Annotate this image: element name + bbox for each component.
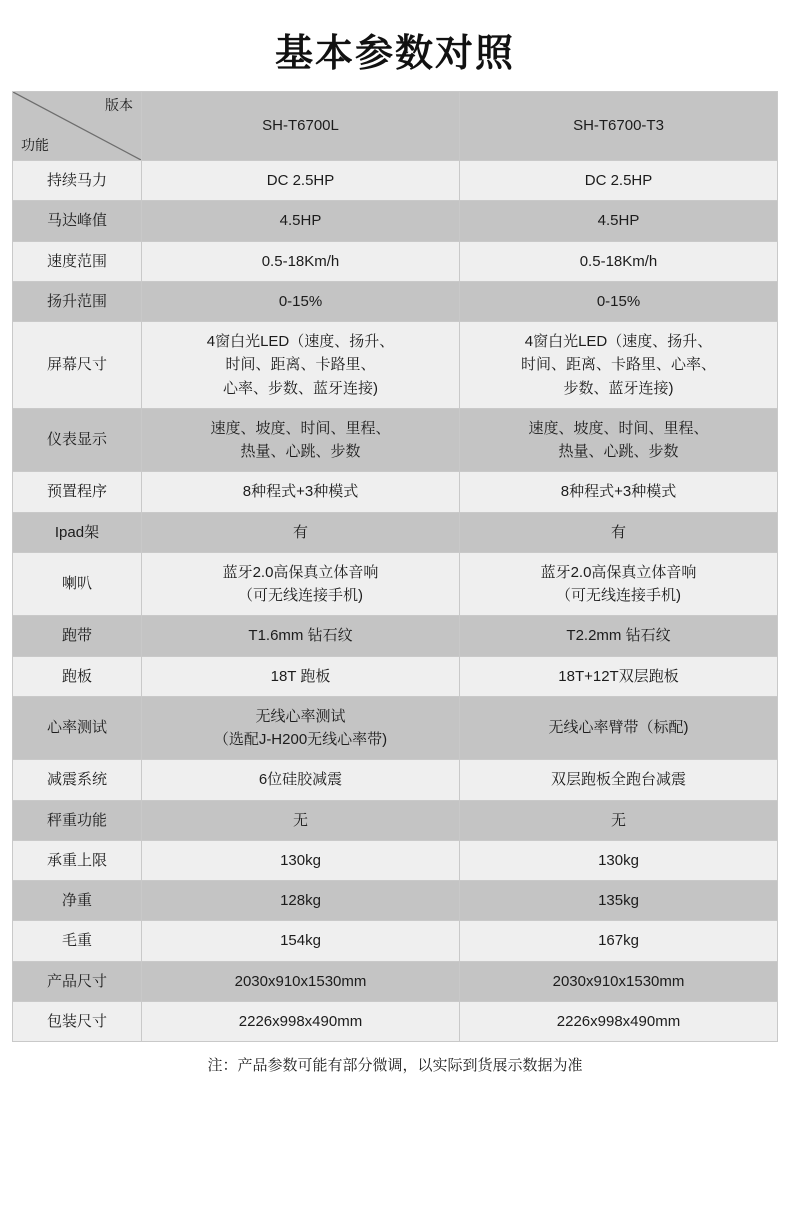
row-value-model-2	[460, 408, 778, 472]
cell-line: 18T+12T双层跑板	[558, 667, 679, 685]
row-value-model-1	[142, 696, 460, 760]
row-label: 屏幕尺寸	[13, 322, 142, 409]
row-label: 包装尺寸	[13, 1001, 142, 1041]
row-value-model-1	[142, 241, 460, 281]
row-label: 跑板	[13, 656, 142, 696]
row-value-model-1	[142, 921, 460, 961]
table-row	[13, 408, 778, 472]
cell-line: 4.5HP	[279, 212, 322, 230]
cell-line: 热量、心跳、步数	[240, 443, 361, 460]
cell-line: 热量、心跳、步数	[558, 443, 679, 460]
row-value-model-1	[142, 961, 460, 1001]
spec-table	[12, 91, 778, 1042]
row-value-model-2	[460, 921, 778, 961]
row-value-model-1	[142, 1001, 460, 1041]
row-label: 速度范围	[13, 241, 142, 281]
row-value-model-2	[460, 472, 778, 512]
row-value-model-1	[142, 201, 460, 241]
cell-line: 速度、坡度、时间、里程、	[210, 419, 391, 437]
cell-line: 0.5-18Km/h	[261, 252, 340, 270]
row-value-model-2	[460, 552, 778, 616]
table-row	[13, 161, 778, 201]
footer-note: 注：产品参数可能有部分微调，以实际到货展示数据为准	[207, 1057, 583, 1074]
header-model-1: SH-T6700L	[142, 92, 460, 161]
header-corner-cell	[13, 92, 142, 161]
cell-line: （可无线连接手机)	[238, 587, 363, 604]
table-row	[13, 201, 778, 241]
cell-line: DC 2.5HP	[584, 172, 653, 189]
row-value-model-1	[142, 281, 460, 321]
cell-line: DC 2.5HP	[266, 172, 335, 189]
row-value-model-1	[142, 616, 460, 656]
row-value-model-2	[460, 241, 778, 281]
table-row	[13, 881, 778, 921]
table-row	[13, 921, 778, 961]
cell-line: 速度、坡度、时间、里程、	[528, 419, 709, 437]
row-value-model-2	[460, 281, 778, 321]
cell-line: 130kg	[280, 851, 321, 869]
cell-line: 双层跑板全跑台减震	[550, 771, 686, 789]
cell-line: 步数、蓝牙连接)	[563, 379, 674, 397]
row-label: 心率测试	[13, 696, 142, 760]
table-row	[13, 696, 778, 760]
row-label: 毛重	[13, 921, 142, 961]
cell-line: T2.2mm 钻石纹	[566, 627, 671, 645]
row-value-model-2	[460, 1001, 778, 1041]
table-row	[13, 840, 778, 880]
row-value-model-1	[142, 552, 460, 616]
table-row	[13, 281, 778, 321]
cell-line: 2226x998x490mm	[556, 1012, 681, 1030]
cell-line: 135kg	[598, 892, 639, 909]
row-label: 秤重功能	[13, 800, 142, 840]
table-row	[13, 512, 778, 552]
row-label: 喇叭	[13, 552, 142, 616]
spec-table-body	[13, 92, 778, 1042]
table-row	[13, 800, 778, 840]
cell-line: 无	[292, 811, 308, 829]
row-value-model-1	[142, 512, 460, 552]
table-row	[13, 961, 778, 1001]
cell-line: T1.6mm 钻石纹	[248, 627, 353, 645]
table-row	[13, 241, 778, 281]
row-value-model-2	[460, 512, 778, 552]
row-value-model-2	[460, 881, 778, 921]
cell-line: 有	[292, 523, 308, 541]
cell-line: 0-15%	[278, 292, 323, 310]
cell-line: 无线心率臂带（标配)	[548, 719, 689, 737]
row-label: 仪表显示	[13, 408, 142, 472]
row-value-model-2	[460, 201, 778, 241]
cell-line: 4窗白光LED（速度、扬升、	[206, 333, 395, 350]
row-label: Ipad架	[13, 512, 142, 552]
row-value-model-1	[142, 322, 460, 409]
row-value-model-2	[460, 656, 778, 696]
header-feature-label: 功能	[21, 137, 49, 154]
row-value-model-2	[460, 322, 778, 409]
row-value-model-2	[460, 800, 778, 840]
table-row	[13, 322, 778, 409]
header-version-label: 版本	[105, 97, 133, 113]
cell-line: 6位硅胶减震	[258, 771, 343, 789]
row-value-model-2	[460, 161, 778, 201]
cell-line: （选配J-H200无线心率带)	[213, 731, 388, 748]
row-label: 产品尺寸	[13, 961, 142, 1001]
cell-line: 无	[610, 811, 626, 829]
row-value-model-1	[142, 656, 460, 696]
row-value-model-1	[142, 800, 460, 840]
row-label: 承重上限	[13, 840, 142, 880]
row-value-model-2	[460, 696, 778, 760]
table-row	[13, 472, 778, 512]
row-value-model-1	[142, 408, 460, 472]
cell-line: 8种程式+3种模式	[560, 483, 677, 501]
table-row	[13, 552, 778, 616]
page-title: 基本参数对照	[274, 33, 515, 75]
cell-line: 有	[610, 523, 626, 541]
table-row	[13, 760, 778, 800]
cell-line: 2226x998x490mm	[238, 1012, 363, 1030]
cell-line: 蓝牙2.0高保真立体音响	[222, 563, 379, 581]
table-header-row	[13, 92, 778, 161]
row-label: 净重	[13, 881, 142, 921]
table-row	[13, 656, 778, 696]
row-value-model-2	[460, 840, 778, 880]
cell-line: 130kg	[598, 851, 639, 869]
row-value-model-1	[142, 881, 460, 921]
row-value-model-1	[142, 840, 460, 880]
table-row	[13, 1001, 778, 1041]
row-label: 马达峰值	[13, 201, 142, 241]
row-value-model-1	[142, 760, 460, 800]
cell-line: 18T 跑板	[270, 667, 331, 685]
cell-line: 蓝牙2.0高保真立体音响	[540, 563, 697, 581]
row-value-model-2	[460, 616, 778, 656]
row-value-model-2	[460, 760, 778, 800]
row-label: 扬升范围	[13, 281, 142, 321]
cell-line: （可无线连接手机)	[556, 587, 681, 604]
cell-line: 128kg	[280, 892, 321, 909]
cell-line: 4.5HP	[597, 212, 640, 230]
cell-line: 无线心率测试	[255, 707, 346, 725]
header-model-2: SH-T6700-T3	[460, 92, 778, 161]
cell-line: 时间、距离、卡路里、	[225, 356, 376, 374]
cell-line: 8种程式+3种模式	[242, 483, 359, 501]
table-row	[13, 616, 778, 656]
cell-line: 2030x910x1530mm	[234, 972, 367, 990]
row-label: 跑带	[13, 616, 142, 656]
row-value-model-1	[142, 472, 460, 512]
cell-line: 154kg	[280, 932, 321, 950]
row-label: 持续马力	[13, 161, 142, 201]
row-value-model-1	[142, 161, 460, 201]
row-value-model-2	[460, 961, 778, 1001]
cell-line: 心率、步数、蓝牙连接)	[223, 379, 378, 397]
cell-line: 4窗白光LED（速度、扬升、	[524, 333, 713, 350]
cell-line: 0-15%	[596, 292, 641, 310]
cell-line: 167kg	[598, 932, 639, 950]
row-label: 预置程序	[13, 472, 142, 512]
cell-line: 2030x910x1530mm	[552, 972, 685, 990]
cell-line: 时间、距离、卡路里、心率、	[520, 356, 716, 374]
row-label: 减震系统	[13, 760, 142, 800]
cell-line: 0.5-18Km/h	[579, 252, 658, 270]
